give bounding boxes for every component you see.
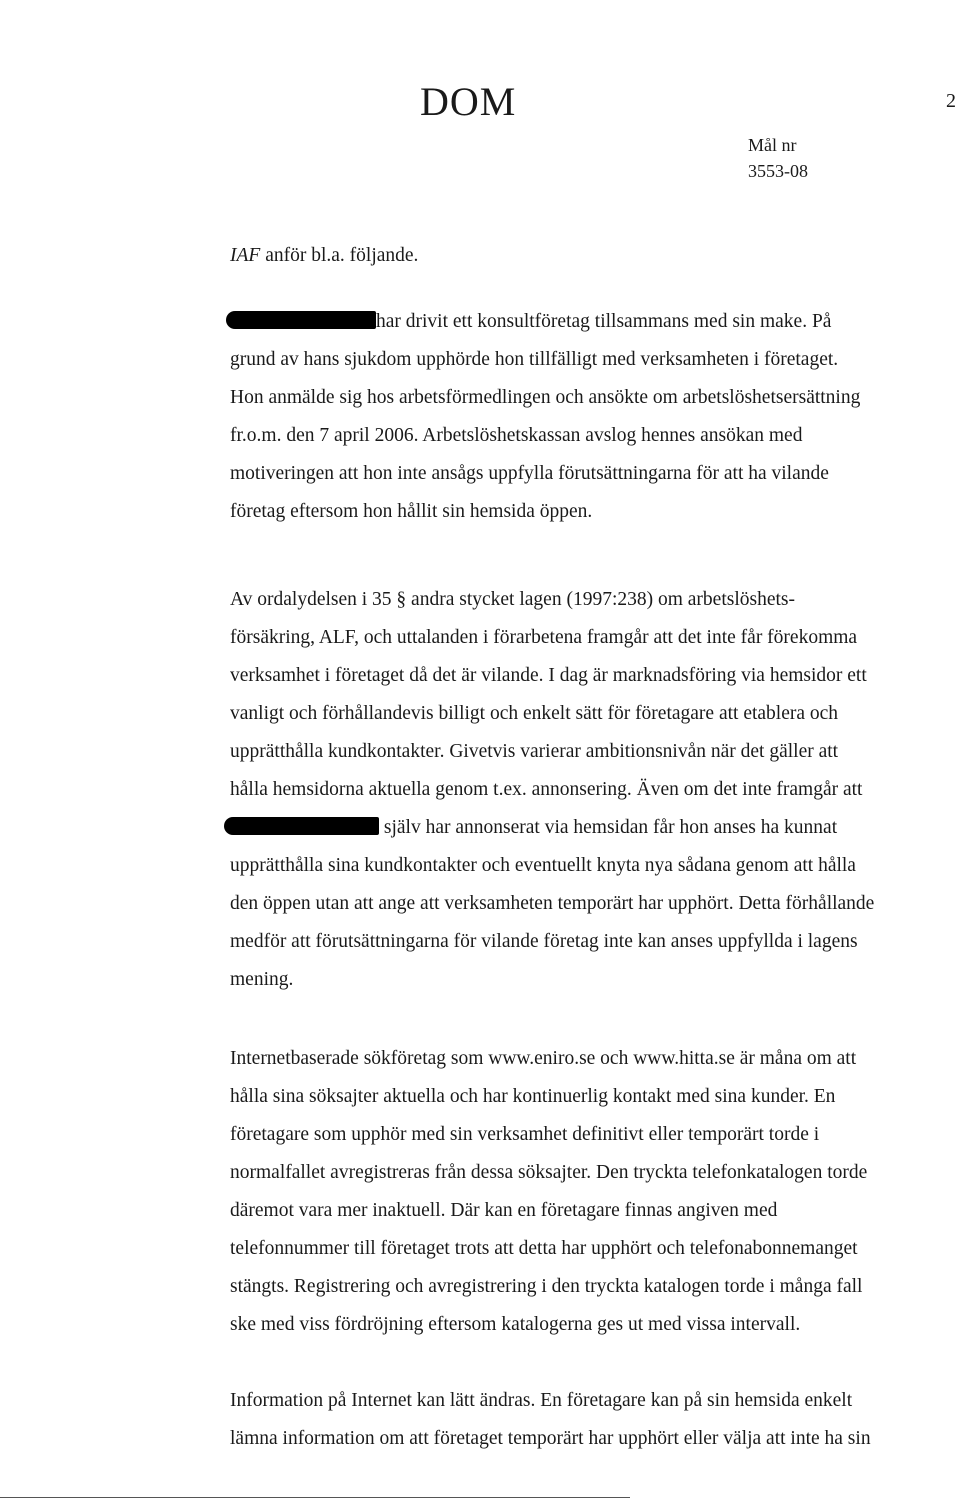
text-line: hålla sina söksajter aktuella och har kontinuerlig kontakt med sina kunder. En xyxy=(230,1086,836,1107)
paragraph-3 xyxy=(230,1040,955,1344)
party-name: IAF xyxy=(230,245,261,266)
text-line: hålla hemsidorna aktuella genom t.ex. annonsering. Även om det inte framgår att xyxy=(230,779,863,800)
case-number: 3553-08 xyxy=(748,161,808,181)
text-line: däremot vara mer inaktuell. Där kan en företagare finnas angiven med xyxy=(230,1200,778,1221)
text-line: vanligt och förhållandevis billigt och enkelt sätt för företagare att etablera och xyxy=(230,703,839,724)
text-segment: har drivit ett konsultföretag tillsammans med sin make. På xyxy=(376,311,832,332)
intro-paragraph xyxy=(230,237,955,275)
paragraph-4 xyxy=(230,1382,955,1458)
text-segment: själv har annonserat via hemsidan får hon anses ha kunnat xyxy=(379,817,838,838)
text-line xyxy=(230,303,955,341)
paragraph-1 xyxy=(230,303,955,531)
text-line: försäkring, ALF, och uttalanden i förarbetena framgår att det inte får förekomma xyxy=(230,627,858,648)
text-line: upprätthålla sina kundkontakter och eventuellt knyta nya sådana genom att hålla xyxy=(230,855,856,876)
text-line: verksamhet i företaget då det är vilande. I dag är marknadsföring via hemsidor ett xyxy=(230,665,867,686)
intro-text: anför bl.a. följande. xyxy=(260,245,419,266)
page-number: 2 xyxy=(946,90,956,112)
redaction-bar xyxy=(226,311,376,329)
text-line: lämna information om att företaget temporärt har upphört eller välja att inte ha sin xyxy=(230,1428,871,1449)
text-line: motiveringen att hon inte ansågs uppfylla förutsättningarna för att ha vilande xyxy=(230,463,829,484)
intro-line xyxy=(230,237,955,275)
paragraph-2 xyxy=(230,581,955,999)
text-line: Hon anmälde sig hos arbetsförmedlingen och ansökte om arbetslöshetsersättning xyxy=(230,387,861,408)
text-line: medför att förutsättningarna för vilande företag inte kan anses uppfyllda i lagens xyxy=(230,931,858,952)
text-line: mening. xyxy=(230,969,294,990)
bottom-rule xyxy=(0,1497,630,1498)
text-line: den öppen utan att ange att verksamheten temporärt har upphört. Detta förhållande xyxy=(230,893,875,914)
text-line: Internetbaserade sökföretag som www.eniro.se och www.hitta.se är måna om att xyxy=(230,1048,857,1069)
text-line: företagare som upphör med sin verksamhet definitivt eller temporärt torde i xyxy=(230,1124,820,1145)
text-line: Av ordalydelsen i 35 § andra stycket lagen (1997:238) om arbetslöshets- xyxy=(230,589,795,610)
case-label: Mål nr xyxy=(748,135,797,155)
text-line: grund av hans sjukdom upphörde hon tillfälligt med verksamheten i företaget. xyxy=(230,349,839,370)
redaction-bar xyxy=(224,817,379,835)
text-line xyxy=(230,809,955,847)
text-line: upprätthålla kundkontakter. Givetvis varierar ambitionsnivån när det gäller att xyxy=(230,741,839,762)
text-line: Information på Internet kan lätt ändras. En företagare kan på sin hemsida enkelt xyxy=(230,1390,853,1411)
text-line: telefonnummer till företaget trots att detta har upphört och telefonabonnemanget xyxy=(230,1238,858,1259)
text-line: normalfallet avregistreras från dessa söksajter. Den tryckta telefonkatalogen torde xyxy=(230,1162,868,1183)
text-line: stängts. Registrering och avregistrering i den tryckta katalogen torde i många fall xyxy=(230,1276,863,1297)
document-title: DOM xyxy=(420,79,517,124)
text-line: ske med viss fördröjning eftersom katalogerna ges ut med vissa intervall. xyxy=(230,1314,801,1335)
text-line: företag eftersom hon hållit sin hemsida öppen. xyxy=(230,501,593,522)
text-line: fr.o.m. den 7 april 2006. Arbetslöshetskassan avslog hennes ansökan med xyxy=(230,425,803,446)
case-number-block xyxy=(748,132,808,184)
